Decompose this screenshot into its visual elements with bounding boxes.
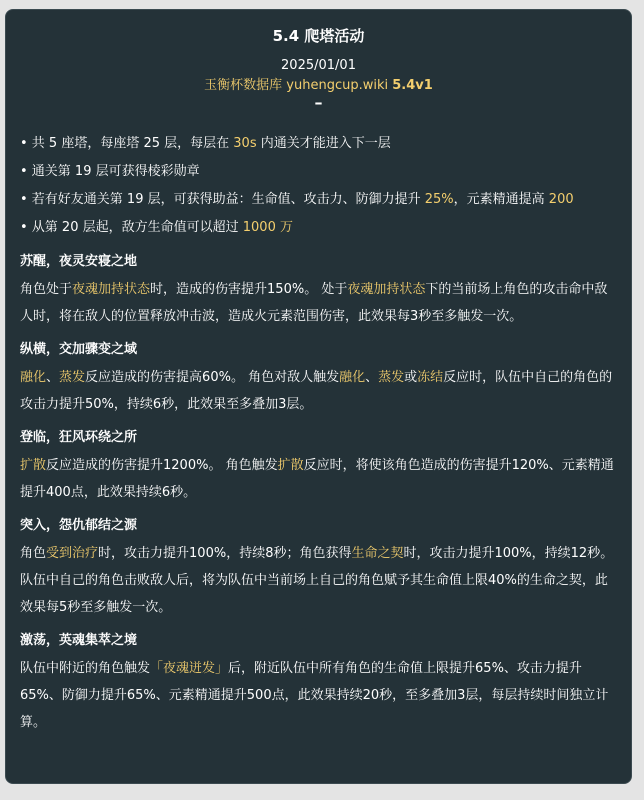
text-segment: 内通关才能进入下一层 xyxy=(256,136,391,151)
section-body xyxy=(20,364,617,418)
text-segment: • 从第 20 层起，敌方生命值可以超过 xyxy=(20,220,243,235)
text-segment: 反应时，队伍中自己的角色的攻击力提升50%，持续6秒，此效果至多叠加3层。 xyxy=(20,370,613,412)
highlight-text: 受到治疗 xyxy=(46,546,99,561)
text-segment: 、 xyxy=(365,370,379,385)
rule-item xyxy=(20,130,631,158)
buff-sections xyxy=(6,252,631,736)
card-header xyxy=(6,10,631,110)
highlight-text: 融化 xyxy=(339,370,366,385)
highlight-text: 夜魂加持状态 xyxy=(72,282,151,297)
buff-section xyxy=(6,516,631,621)
highlight-text: 200 xyxy=(548,192,574,207)
header-divider-dash: – xyxy=(314,93,323,112)
highlight-text: 30s xyxy=(233,136,257,151)
section-title: 纵横，交加骤变之域 xyxy=(20,342,138,357)
highlight-text: 冻结 xyxy=(417,370,444,385)
text-segment: 队伍中附近的角色触发 xyxy=(20,661,151,676)
section-title: 激荡，英魂集萃之境 xyxy=(20,633,138,648)
text-segment: 下的当前场上角色的攻击命中敌人时，将在敌人的位置释放冲击波，造成火元素范围伤害，此效果每3秒至多触发一次。 xyxy=(20,282,608,324)
text-segment: • 若有好友通关第 19 层，可获得助益：生命值、攻击力、防御力提升 xyxy=(20,192,425,207)
rule-item xyxy=(20,214,631,242)
rules-list xyxy=(6,110,631,242)
text-segment: 反应造成的伤害提高60%。 角色对敌人触发 xyxy=(85,370,340,385)
section-title: 登临，狂风环绕之所 xyxy=(20,430,138,445)
highlight-text: 融化 xyxy=(20,370,47,385)
section-title: 突入，怨仇郁结之源 xyxy=(20,518,138,533)
section-body xyxy=(20,452,617,506)
text-segment: • 通关第 19 层可获得棱彩勋章 xyxy=(20,164,200,179)
version-label: 5.4v1 xyxy=(392,78,433,93)
section-body xyxy=(20,655,617,736)
text-segment: • 共 5 座塔，每座塔 25 层，每层在 xyxy=(20,136,234,151)
text-segment: 、 xyxy=(46,370,60,385)
rule-item xyxy=(20,186,631,214)
text-segment: 时，造成的伤害提升150%。 处于 xyxy=(150,282,348,297)
highlight-text: 生命之契 xyxy=(351,546,404,561)
buff-section xyxy=(6,340,631,418)
buff-section xyxy=(6,631,631,736)
buff-section xyxy=(6,428,631,506)
highlight-text: 25% xyxy=(424,192,454,207)
highlight-text: 「夜魂迸发」 xyxy=(150,661,229,676)
text-segment: 时，攻击力提升100%，持续8秒；角色获得 xyxy=(98,546,352,561)
text-segment: 反应时，将使该角色造成的伤害提升120%、元素精通提升400点，此效果持续6秒。 xyxy=(20,458,614,500)
section-body xyxy=(20,276,617,330)
highlight-text: 蒸发 xyxy=(59,370,86,385)
highlight-text: 夜魂加持状态 xyxy=(347,282,426,297)
section-body xyxy=(20,540,617,621)
text-segment: 角色 xyxy=(20,546,47,561)
highlight-text: 蒸发 xyxy=(378,370,405,385)
page-title: 5.4 爬塔活动 xyxy=(272,27,365,45)
highlight-text: 1000 万 xyxy=(242,220,293,235)
source-text: 玉衡杯数据库 yuhengcup.wiki xyxy=(204,78,393,93)
text-segment: 或 xyxy=(404,370,418,385)
buff-section xyxy=(6,252,631,330)
highlight-text: 扩散 xyxy=(20,458,47,473)
date-label: 2025/01/01 xyxy=(281,58,356,73)
event-card xyxy=(5,9,632,784)
text-segment: ，元素精通提高 xyxy=(453,192,549,207)
text-segment: 后，附近队伍中所有角色的生命值上限提升65%、攻击力提升65%、防御力提升65%、元素精通提升500点，此效果持续20秒，至多叠加3层，每层持续时间独立计算。 xyxy=(20,661,609,730)
text-segment: 角色处于 xyxy=(20,282,73,297)
text-segment: 时，攻击力提升100%，持续12秒。 队伍中自己的角色击败敌人后，将为队伍中当前场上自己的角色赋予其生命值上限40%的生命之契，此效果每5秒至多触发一次。 xyxy=(20,546,614,615)
text-segment: 反应造成的伤害提升1200%。 角色触发 xyxy=(46,458,278,473)
section-title: 苏醒，夜灵安寝之地 xyxy=(20,254,138,269)
rule-item xyxy=(20,158,631,186)
highlight-text: 扩散 xyxy=(277,458,304,473)
